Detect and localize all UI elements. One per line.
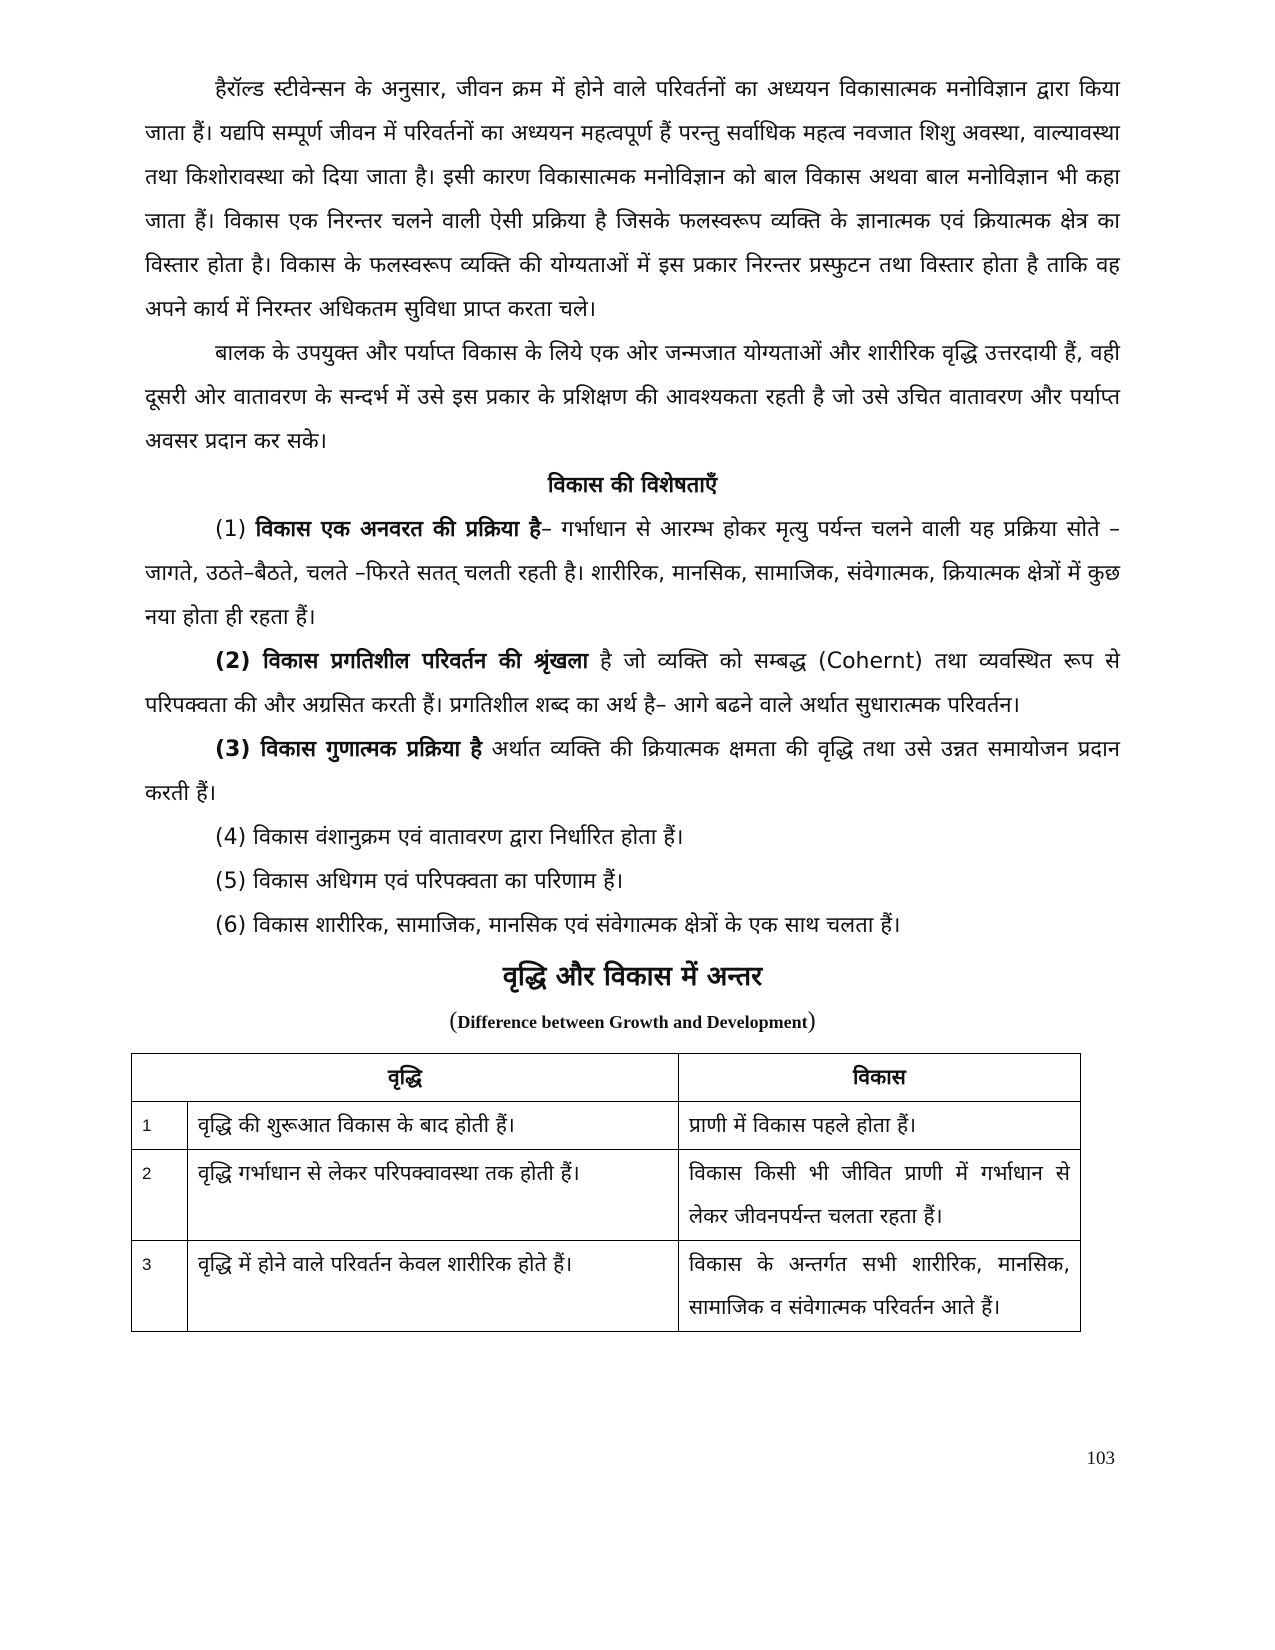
- development-cell: विकास किसी भी जीवित प्राणी में गर्भाधान से लेकर जीवनपर्यन्त चलता रहता हैं।: [678, 1150, 1080, 1241]
- intro-paragraph: हैरॉल्ड स्टीवेन्सन के अनुसार, जीवन क्रम में होने वाले परिवर्तनों का अध्ययन विकासात्मक मनोविज्ञान द्वारा किया जाता हैं। यद्यपि सम्पूर्ण जीवन में परिवर्तनों का अध्ययन महत्वपूर्ण हैं परन्तु सर्वाधिक महत्व नवजात शिशु अवस्था, वाल्यावस्था तथा किशोरावस्था को दिया जाता है। इसी कारण विकासात्मक मनोविज्ञान को बाल विकास अथवा बाल मनोविज्ञान भी कहा जाता हैं। विकास एक निरन्तर चलने वाली ऐसी प्रक्रिया है जिसके फलस्वरूप व्यक्ति के ज्ञानात्मक एवं क्रियात्मक क्षेत्र का विस्तार होता है। विकास के फलस्वरूप व्यक्ति की योग्यताओं में इस प्रकार निरन्तर प्रस्फुटन तथा विस्तार होता है ताकि वह अपने कार्य में निरम्तर अधिकतम सुविधा प्राप्त करता चले।: [145, 77, 1120, 322]
- section-heading: विकास की विशेषताएँ: [547, 473, 718, 498]
- characteristic-3: [145, 728, 1120, 816]
- difference-table: [131, 1053, 1081, 1332]
- characteristic-4: (4) विकास वंशानुक्रम एवं वातावरण द्वारा निर्धारित होता हैं।: [215, 825, 684, 850]
- characteristic-2-text: है जो व्यक्ति को सम्बद्ध (Cohernt) तथा व्यवस्थित रूप से परिपक्वता की और अग्रसित करती हैं। प्रगतिशील शब्द का अर्थ है– आगे बढने वाले अर्थात सुधारात्मक परिवर्तन।: [145, 649, 1120, 718]
- characteristic-3-text: अर्थात व्यक्ति की क्रियात्मक क्षमता की वृद्धि तथा उसे उन्नत समायोजन प्रदान करती हैं।: [145, 737, 1120, 806]
- growth-cell: वृद्धि में होने वाले परिवर्तन केवल शारीरिक होते हैं।: [187, 1241, 678, 1332]
- table-header-row: [132, 1054, 1081, 1102]
- characteristic-1-text: – गर्भाधान से आरम्भ होकर मृत्यु पर्यन्त चलने वाली यह प्रक्रिया सोते –जागते, उठते–बैठते, चलते –फिरते सतत् चलती रहती है। शारीरिक, मानसिक, सामाजिक, संवेगात्मक, क्रियात्मक क्षेत्रों में कुछ नया होता ही रहता हैं।: [145, 517, 1121, 630]
- second-paragraph: बालक के उपयुक्त और पर्याप्त विकास के लिये एक ओर जन्मजात योग्यताओं और शारीरिक वृद्धि उत्तरदायी हैं, वही दूसरी ओर वातावरण के सन्दर्भ में उसे इस प्रकार के प्रशिक्षण की आवश्यकता रहती है जो उसे उचित वातावरण और पर्याप्त अवसर प्रदान कर सके।: [145, 341, 1120, 454]
- subheading-text: Difference between Growth and Development: [457, 1012, 808, 1032]
- characteristic-1-prefix: (1): [215, 517, 256, 542]
- characteristic-2: [145, 640, 1120, 728]
- difference-heading: वृद्धि और विकास में अन्तर: [502, 961, 763, 992]
- characteristic-5: (5) विकास अधिगम एवं परिपक्वता का परिणाम हैं।: [215, 869, 624, 894]
- development-cell: विकास के अन्तर्गत सभी शारीरिक, मानसिक, सामाजिक व संवेगात्मक परिवर्तन आते हैं।: [678, 1241, 1080, 1332]
- characteristic-6: (6) विकास शारीरिक, सामाजिक, मानसिक एवं संवेगात्मक क्षेत्रों के एक साथ चलता हैं।: [215, 913, 901, 938]
- page-number: 103: [1086, 1448, 1115, 1469]
- subheading-close-paren: ): [807, 1008, 816, 1034]
- subheading-open-paren: (: [449, 1008, 458, 1034]
- characteristic-1-bold: विकास एक अनवरत की प्रक्रिया है: [255, 517, 541, 542]
- characteristic-2-bold: (2) विकास प्रगतिशील परिवर्तन की श्रृंखला: [215, 649, 589, 674]
- characteristic-3-bold: (3) विकास गुणात्मक प्रक्रिया है: [215, 737, 483, 762]
- header-development: विकास: [678, 1054, 1080, 1102]
- row-number: 2: [132, 1150, 188, 1241]
- growth-cell: वृद्धि गर्भाधान से लेकर परिपक्वावस्था तक होती हैं।: [187, 1150, 678, 1241]
- table-row: [132, 1150, 1081, 1241]
- characteristic-1: [145, 508, 1120, 640]
- difference-subheading: [145, 1006, 1120, 1037]
- row-number: 3: [132, 1241, 188, 1332]
- growth-cell: वृद्धि की शुरूआत विकास के बाद होती हैं।: [187, 1102, 678, 1150]
- table-row: [132, 1241, 1081, 1332]
- document-page: [142, 68, 1121, 1319]
- header-growth: वृद्धि: [132, 1054, 679, 1102]
- row-number: 1: [132, 1102, 188, 1150]
- development-cell: प्राणी में विकास पहले होता हैं।: [678, 1102, 1080, 1150]
- table-row: [132, 1102, 1081, 1150]
